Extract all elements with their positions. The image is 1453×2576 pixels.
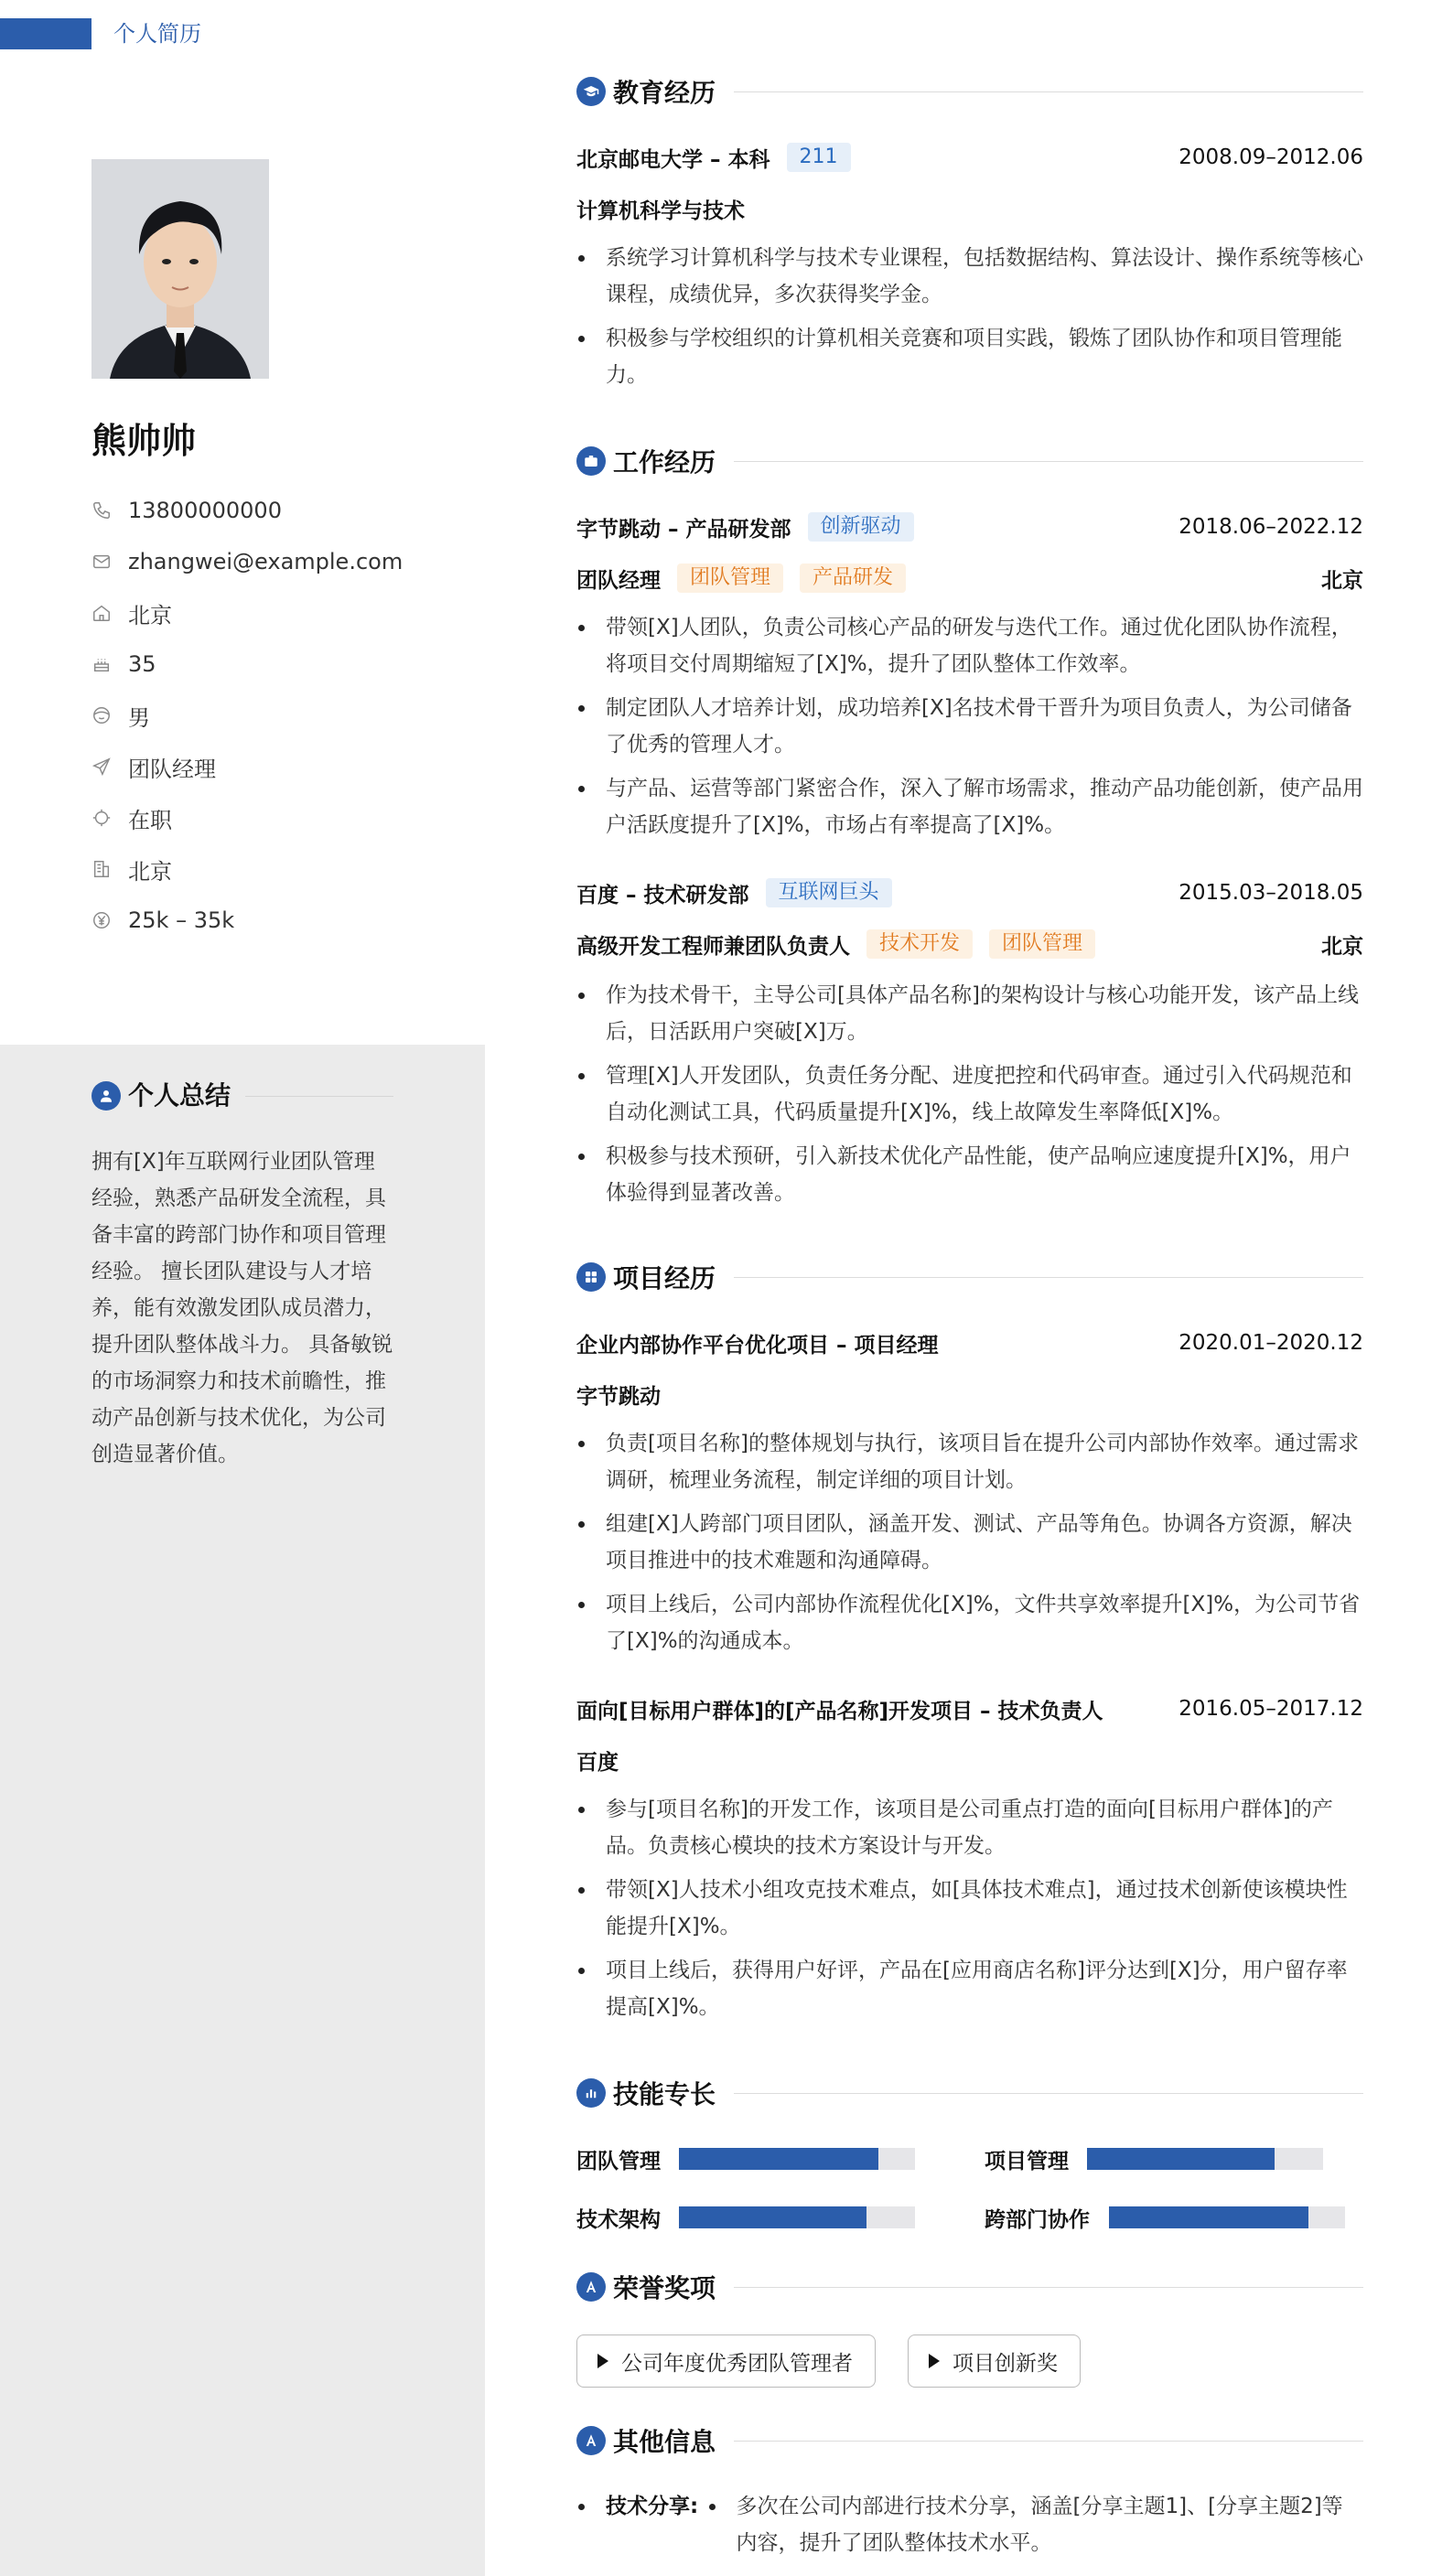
job-header [576,509,1363,545]
summary-header [91,1078,393,1114]
contact-info-list [91,485,403,946]
info-text: 北京 [128,858,172,885]
project-header [576,1690,1363,1727]
face-icon [91,705,112,725]
info-text: 35 [128,651,156,677]
section-skills-header [576,2075,1363,2111]
job-tag: 产品研发 [800,564,906,593]
skill-fill [1109,2206,1308,2228]
info-age [91,639,403,690]
job-tag: 技术开发 [866,929,973,959]
skill-label: 团队管理 [576,2149,661,2174]
building-icon [91,859,112,879]
project-org: 百度 [576,1750,619,1775]
list-item: 负责[项目名称]的整体规划与执行，该项目旨在提升公司内部协作效率。通过需求调研，梳理业务流程，制定详细的项目计划。 [576,1425,1363,1498]
section-title: 项目经历 [613,1263,716,1293]
job-city: 北京 [1321,934,1363,959]
job-date: 2018.06–2022.12 [1179,515,1363,539]
section-title: 工作经历 [613,447,716,478]
education-major-row [576,190,745,227]
divider [734,1277,1363,1278]
list-item [576,2488,1363,2561]
project-name: 企业内部协作平台优化项目 – 项目经理 [576,1333,939,1358]
other-text: 多次在公司内部进行技术分享，涵盖[分享主题1]、[分享主题2]等内容，提升了团队整体技术水平。 [705,2488,1346,2561]
job-bullets [576,977,1363,1218]
play-icon [597,2354,608,2368]
skill-item [576,2199,915,2236]
project-date: 2016.05–2017.12 [1179,1697,1363,1721]
skill-fill [679,2206,866,2228]
section-work-header [576,443,1363,479]
info-text: 北京 [128,602,172,628]
info-email [91,536,403,587]
section-other-header [576,2422,1363,2459]
job-tag: 团队管理 [989,929,1095,959]
project-org: 字节跳动 [576,1384,661,1409]
status-icon [91,808,112,828]
project-name: 面向[目标用户群体]的[产品名称]开发项目 – 技术负责人 [576,1699,1103,1723]
skill-bar [679,2148,915,2170]
award-label: 公司年度优秀团队管理者 [621,2351,853,2376]
award-chip [576,2334,876,2388]
info-text: 男 [128,704,150,731]
yen-icon [91,910,112,930]
resume-tag: 个人简历 [113,21,201,47]
job-role: 团队经理 [576,568,661,593]
skill-bar [1109,2206,1345,2228]
divider [734,2287,1363,2288]
info-text: 25k – 35k [128,907,235,933]
education-bullets [576,240,1363,401]
project-date: 2020.01–2020.12 [1179,1331,1363,1355]
company-name: 字节跳动 – 产品研发部 [576,517,791,542]
project-bullets [576,1425,1363,1667]
phone-icon [91,500,112,521]
info-text: zhangwei@example.com [128,549,404,574]
skill-fill [1087,2148,1275,2170]
job-header [576,875,1363,911]
project-org-row [576,1742,619,1778]
award-chip [908,2334,1081,2388]
briefcase-icon [576,446,606,476]
section-projects-header [576,1259,1363,1295]
list-item: 系统学习计算机科学与技术专业课程，包括数据结构、算法设计、操作系统等核心课程，成绩优异，多次获得奖学金。 [576,240,1363,313]
other-label: 技术分享: [606,2495,699,2518]
skill-item [985,2141,1323,2177]
award-icon [576,2272,606,2302]
avatar [91,159,269,379]
info-status [91,792,403,843]
list-item: 制定团队人才培养计划，成功培养[X]名技术骨干晋升为项目负责人，为公司储备了优秀的管理人才。 [576,690,1363,763]
skill-label: 技术架构 [576,2207,661,2232]
list-item: 管理[X]人开发团队，负责任务分配、进度把控和代码审查。通过引入代码规范和自动化测试工具，代码质量提升[X]%，线上故障发生率降低[X]%。 [576,1057,1363,1131]
company-badge: 互联网巨头 [766,878,892,907]
mail-icon [91,552,112,572]
other-info-list [576,2488,1363,2561]
summary-title: 个人总结 [128,1080,231,1111]
info-salary [91,895,403,946]
graduation-cap-icon [576,77,606,106]
skill-item [985,2199,1345,2236]
award-label: 项目创新奖 [953,2351,1058,2376]
play-icon [929,2354,940,2368]
list-item: 参与[项目名称]的开发工作，该项目是公司重点打造的面向[目标用户群体]的产品。负责核心模块的技术方案设计与开发。 [576,1791,1363,1864]
list-item: 作为技术骨干，主导公司[具体产品名称]的架构设计与核心功能开发，该产品上线后，日活跃用户突破[X]万。 [576,977,1363,1050]
section-title: 教育经历 [613,78,716,108]
send-icon [91,757,112,777]
divider [734,2093,1363,2094]
job-role: 高级开发工程师兼团队负责人 [576,934,850,959]
divider [734,461,1363,462]
divider [245,1096,393,1097]
section-honors-header [576,2269,1363,2305]
divider [734,91,1363,92]
education-date: 2008.09–2012.06 [1179,145,1363,169]
company-badge: 创新驱动 [808,512,914,542]
info-badge-icon [576,2426,606,2455]
skill-bar [1087,2148,1323,2170]
section-education-header [576,73,1363,110]
job-date: 2015.03–2018.05 [1179,881,1363,905]
skill-fill [679,2148,878,2170]
avatar-portrait [91,159,269,379]
info-text: 在职 [128,807,172,833]
info-text: 13800000000 [128,498,282,523]
bar-chart-icon [576,2078,606,2108]
job-bullets [576,609,1363,851]
info-text: 团队经理 [128,756,216,782]
header-accent-bar [0,18,91,49]
list-item: 项目上线后，公司内部协作流程优化[X]%，文件共享效率提升[X]%，为公司节省了[X]%的沟通成本。 [576,1586,1363,1659]
list-item: 积极参与技术预研，引入新技术优化产品性能，使产品响应速度提升[X]%，用户体验得到显著改善。 [576,1138,1363,1211]
info-gender [91,690,403,741]
skill-item [576,2141,915,2177]
job-role-row [576,926,1363,962]
job-city: 北京 [1321,568,1363,593]
major: 计算机科学与技术 [576,199,745,223]
skill-bar [679,2206,915,2228]
company-name: 百度 – 技术研发部 [576,883,749,907]
project-header [576,1325,1363,1361]
education-entry-header [576,139,1363,176]
info-phone [91,485,403,536]
user-icon [91,1081,121,1111]
list-item: 与产品、运营等部门紧密合作，深入了解市场需求，推动产品功能创新，使产品用户活跃度提升了[X]%，市场占有率提高了[X]%。 [576,770,1363,843]
info-location [91,587,403,639]
project-bullets [576,1791,1363,2033]
info-position [91,741,403,792]
school-name: 北京邮电大学 – 本科 [576,147,770,172]
summary-text: 拥有[X]年互联网行业团队管理经验，熟悉产品研发全流程，具备丰富的跨部门协作和项目管理经验。 擅长团队建设与人才培养，能有效激发团队成员潜力，提升团队整体战斗力。 具备敏锐的市场洞察力和技术前瞻性，推动产品创新与技术优化，为公司创造显著价值。 [91,1150,393,1466]
job-tag: 团队管理 [677,564,783,593]
skill-label: 项目管理 [985,2149,1069,2174]
section-title: 其他信息 [613,2427,716,2457]
section-title: 荣誉奖项 [613,2273,716,2303]
skill-label: 跨部门协作 [985,2207,1090,2232]
job-role-row [576,560,1363,596]
divider [734,2441,1363,2442]
list-item: 组建[X]人跨部门项目团队，涵盖开发、测试、产品等角色。协调各方资源，解决项目推进中的技术难题和沟通障碍。 [576,1506,1363,1579]
school-badge: 211 [787,143,851,172]
project-org-row [576,1376,661,1412]
section-title: 技能专长 [613,2079,716,2109]
list-item: 带领[X]人技术小组攻克技术难点，如[具体技术难点]，通过技术创新使该模块性能提升[X]%。 [576,1872,1363,1945]
info-city [91,843,403,895]
list-item: 积极参与学校组织的计算机相关竞赛和项目实践，锻炼了团队协作和项目管理能力。 [576,320,1363,393]
list-item: 项目上线后，获得用户好评，产品在[应用商店名称]评分达到[X]分，用户留存率提高[X]%。 [576,1952,1363,2025]
candidate-name: 熊帅帅 [91,421,197,461]
list-item: 带领[X]人团队，负责公司核心产品的研发与迭代工作。通过优化团队协作流程，将项目交付周期缩短了[X]%，提升了团队整体工作效率。 [576,609,1363,682]
cake-icon [91,654,112,674]
grid-icon [576,1262,606,1292]
home-icon [91,603,112,623]
sidebar [0,0,485,2576]
